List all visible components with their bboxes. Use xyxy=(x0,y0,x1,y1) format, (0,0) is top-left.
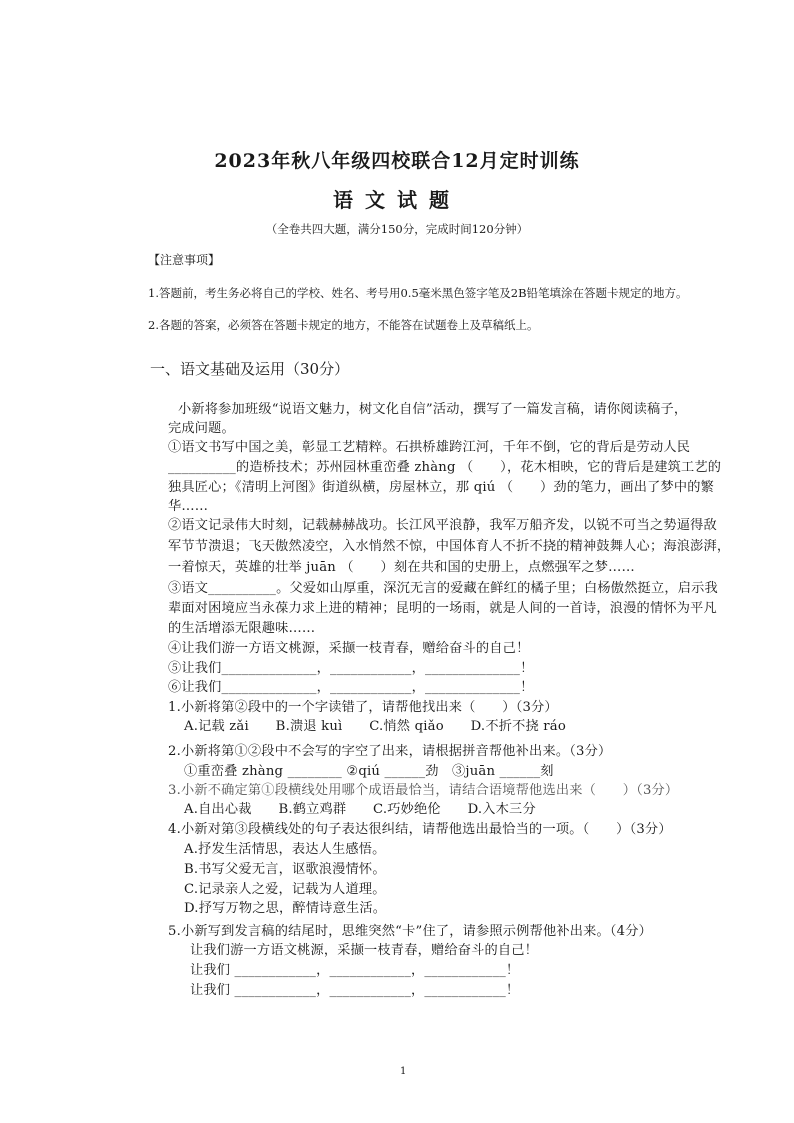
passage-line: ⑥让我们______________，____________，______________！ xyxy=(168,680,534,695)
passage-line: ④让我们游一方语文桃源，采撷一枝青春，赠给奋斗的自己！ xyxy=(168,641,530,656)
notice-heading: 【注意事项】 xyxy=(148,253,221,267)
passage-line: 的生活增添无限趣味…… xyxy=(168,621,316,636)
notice-item-2: 2.各题的答案，必须答在答题卡规定的地方，不能答在试题卷上及草稿纸上。 xyxy=(148,318,539,332)
question-1: 1.小新将第②段中的一个字读错了，请帮他找出来（ ）（3分） xyxy=(168,700,558,715)
question-2: 2.小新将第①②段中不会写的字空了出来，请根据拼音帮他补出来。（3分） xyxy=(168,744,612,759)
passage-line: ①语文书写中国之美，彰显工艺精粹。石拱桥雄跨江河，千年不倒，它的背后是劳动人民 xyxy=(168,440,691,455)
passage-line: 军节节溃退；飞天傲然凌空，入水悄然不惊，中国体育人不折不挠的精神鼓舞人心；海浪澎湃， xyxy=(168,539,731,554)
subject-title: 语文试题 xyxy=(333,188,461,212)
question-4-option-a: A.抒发生活情思，表达人生感悟。 xyxy=(184,842,386,857)
question-5-answer-line: 让我们 ____________，____________，____________！ xyxy=(190,983,520,998)
page-number: 1 xyxy=(400,1066,407,1077)
question-3-options: A.自出心裁 B.鹤立鸡群 C.巧妙绝伦 D.入木三分 xyxy=(184,802,536,817)
question-1-options: A.记载 zǎi B.溃退 kuì C.悄然 qiǎo D.不折不挠 ráo xyxy=(184,719,566,734)
question-3: 3.小新不确定第①段横线处用哪个成语最恰当，请结合语境帮他选出来（ ）（3分） xyxy=(168,783,679,798)
question-5: 5.小新写到发言稿的结尾时，思维突然“卡”住了，请参照示例帮他补出来。（4分） xyxy=(168,924,653,939)
notice-item-1: 1.答题前，考生务必将自己的学校、姓名、考号用0.5毫米黑色签字笔及2B铅笔填涂在答题卡规定的地方。 xyxy=(148,286,688,300)
passage-line: ⑤让我们______________，____________，______________！ xyxy=(168,661,534,676)
passage-line: 一着惊天，英雄的壮举 juān （ ）刻在共和国的史册上，点燃强军之梦…… xyxy=(168,560,635,575)
exam-subtitle: （全卷共四大题，满分150分，完成时间120分钟） xyxy=(265,222,529,236)
question-4-option-d: D.抒写万物之思，醉情诗意生活。 xyxy=(184,901,387,916)
passage-line: ③语文__________。父爱如山厚重，深沉无言的爱藏在鲜红的橘子里；白杨傲然挺立，启示我 xyxy=(168,581,718,596)
passage-line: 辈面对困境应当永葆力求上进的精神；昆明的一场雨，就是人间的一首诗，浪漫的情怀为平凡 xyxy=(168,601,717,616)
section-heading: 一、语文基础及运用（30分） xyxy=(150,360,350,378)
question-5-answer-line: 让我们 ____________，____________，____________！ xyxy=(190,963,520,978)
passage-line: __________的造桥技术；苏州园林重峦叠 zhàng （ ），花木相映，它的背后是建筑工艺的 xyxy=(168,460,722,475)
question-4-option-b: B.书写父爱无言，讴歌浪漫情怀。 xyxy=(184,862,386,877)
question-4: 4.小新对第③段横线处的句子表达很纠结，请帮他选出最恰当的一项。（ ）（3分） xyxy=(168,822,672,837)
passage-line: ②语文记录伟大时刻，记载赫赫战功。长江风平浪静，我军万船齐发，以锐不可当之势逼得敌 xyxy=(168,518,717,533)
question-4-option-c: C.记录亲人之爱，记载为人道理。 xyxy=(184,882,386,897)
question-5-example: 让我们游一方语文桃源，采撷一枝青春，赠给奋斗的自己！ xyxy=(190,943,539,958)
question-2-blanks: ①重峦叠 zhàng ________ ②qiú ______劲 ③juān ______刻 xyxy=(184,764,554,779)
passage-line: 完成问题。 xyxy=(168,421,235,436)
passage-line: 华…… xyxy=(168,499,209,514)
passage-line: 独具匠心；《清明上河图》街道纵横，房屋林立，那 qiú （ ）劲的笔力，画出了梦中的繁 xyxy=(168,480,715,495)
exam-title: 2023年秋八年级四校联合12月定时训练 xyxy=(214,150,580,172)
passage-line: 小新将参加班级“说语文魅力，树文化自信”活动，撰写了一篇发言稿，请你阅读稿子， xyxy=(178,402,688,417)
